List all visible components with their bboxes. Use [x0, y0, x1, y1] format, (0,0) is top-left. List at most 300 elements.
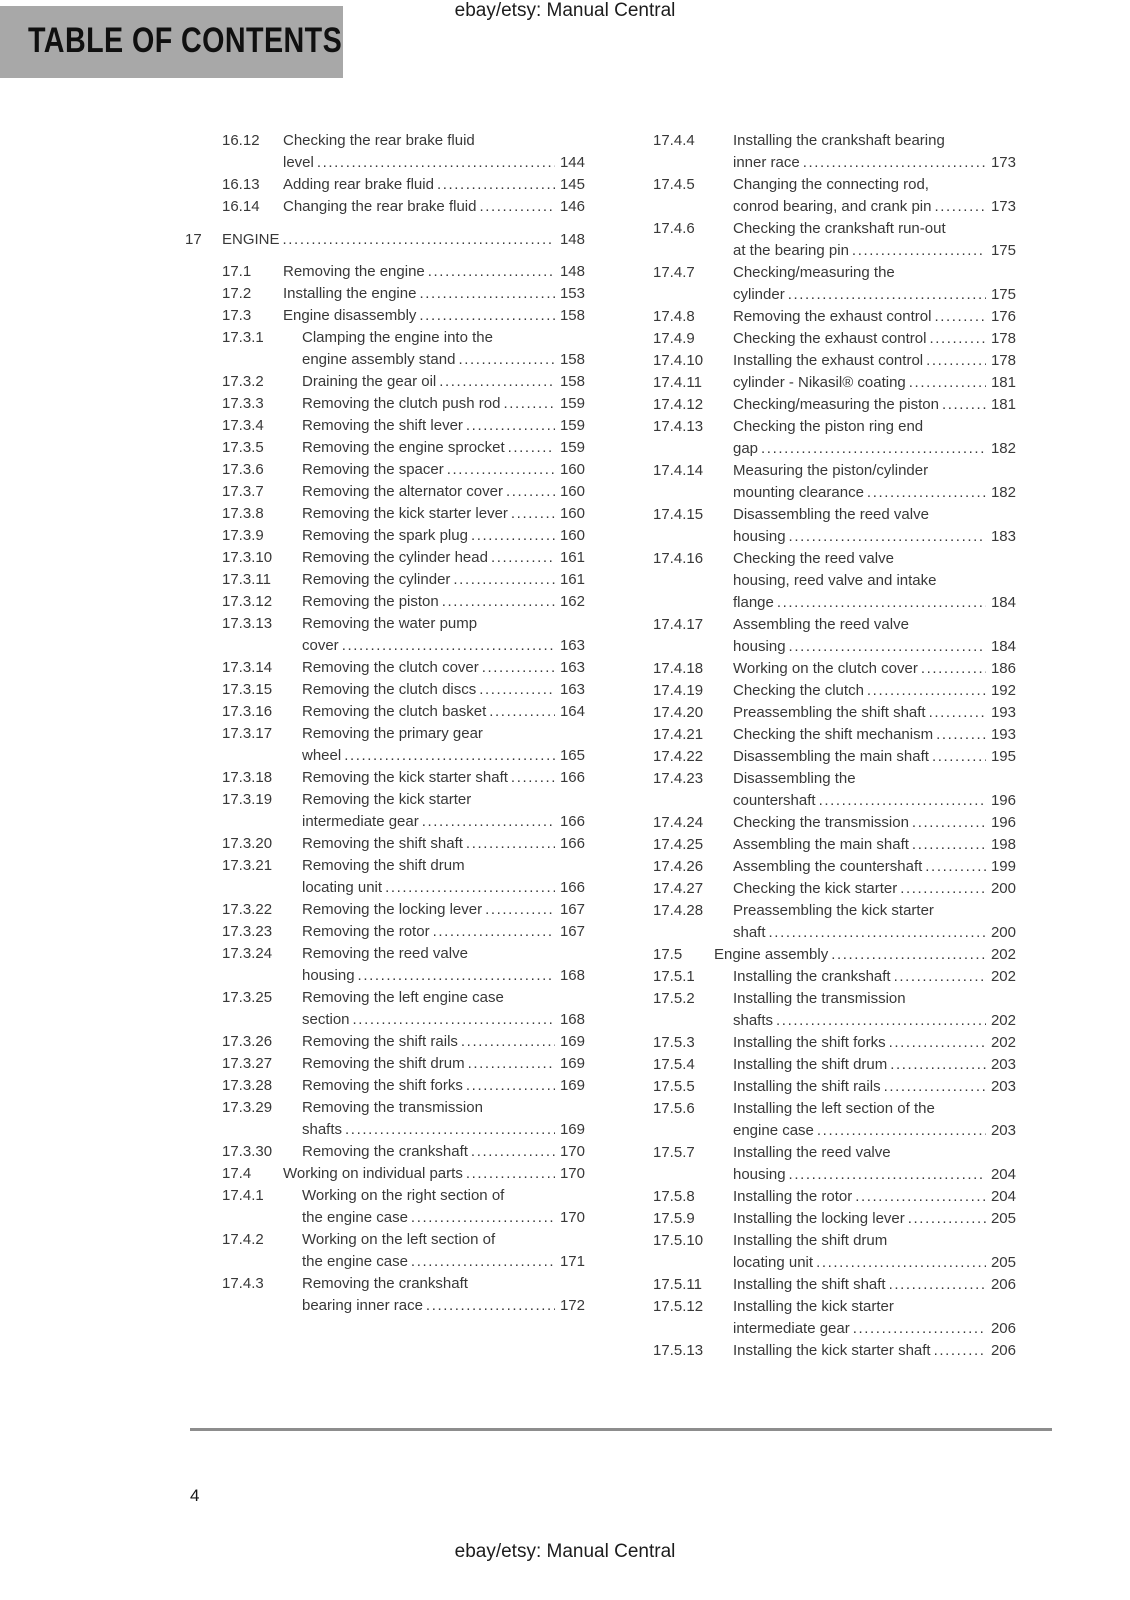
entry-page-number: 205 [990, 1210, 1016, 1227]
dot-leader [314, 152, 555, 174]
dot-leader [416, 283, 555, 305]
entry-number: 17.5.10 [653, 1232, 704, 1249]
entry-title-line: section [302, 1011, 350, 1028]
entry-title-line: Draining the gear oil [302, 373, 437, 390]
entry-page-number: 148 [559, 231, 585, 248]
entry-title-line: inner race [733, 154, 800, 171]
entry-title-line: Removing the clutch push rod [302, 395, 501, 412]
entry-number: 17.4.13 [653, 418, 704, 435]
entry-title-line: Installing the reed valve [733, 1144, 891, 1161]
toc-entry [185, 371, 585, 393]
toc-entry [185, 855, 585, 899]
dot-leader [909, 834, 986, 856]
dot-leader [931, 196, 986, 218]
dot-leader [416, 305, 555, 327]
entry-number: 17.4.9 [653, 330, 695, 347]
dot-leader [785, 284, 986, 306]
entry-title-line: Working on individual parts [283, 1165, 463, 1182]
entry-title-line: shaft [733, 924, 766, 941]
entry-number: 17.3.7 [222, 483, 264, 500]
entry-number: 17.5.13 [653, 1342, 704, 1359]
entry-title-line: housing [733, 638, 786, 655]
dot-leader [468, 1141, 555, 1163]
entry-number: 17.3.4 [222, 417, 264, 434]
entry-title-line: bearing inner race [302, 1297, 423, 1314]
entry-title-line: Removing the crankshaft [302, 1275, 468, 1292]
entry-page-number: 182 [990, 484, 1016, 501]
entry-number: 17.4.25 [653, 836, 704, 853]
entry-title-line: Removing the shift drum [302, 1055, 465, 1072]
toc-entry [653, 1208, 1016, 1230]
toc-entry [653, 1230, 1016, 1274]
entry-number: 17.4.2 [222, 1231, 264, 1248]
entry-number: 17.3.8 [222, 505, 264, 522]
entry-title-line: Adding rear brake fluid [283, 176, 434, 193]
toc-entry [653, 394, 1016, 416]
entry-title-line: Checking the kick starter [733, 880, 898, 897]
toc-entry [185, 305, 585, 327]
toc-entry [653, 1076, 1016, 1098]
entry-title-line: shafts [302, 1121, 343, 1138]
entry-number: 17.4.18 [653, 660, 704, 677]
toc-entry [185, 679, 585, 701]
dot-leader [476, 196, 555, 218]
dot-leader [774, 592, 986, 614]
toc-entry [653, 680, 1016, 702]
entry-number: 17.4.28 [653, 902, 704, 919]
entry-number: 17.3.14 [222, 659, 273, 676]
entry-number: 17.3.21 [222, 857, 273, 874]
entry-title-line: Removing the shift forks [302, 1077, 463, 1094]
entry-title-line: cylinder [733, 286, 785, 303]
toc-title-box [0, 6, 343, 78]
page-number: 4 [190, 1486, 200, 1505]
dot-leader [909, 812, 986, 834]
dot-leader [864, 482, 986, 504]
entry-title-line: cover [302, 637, 339, 654]
toc-entry [653, 130, 1016, 174]
toc-entry [185, 1031, 585, 1053]
dot-leader [434, 174, 555, 196]
entry-title-line: Installing the shift drum [733, 1056, 888, 1073]
entry-number: 17.3.26 [222, 1033, 273, 1050]
entry-title-line: housing [302, 967, 355, 984]
dot-leader [486, 701, 555, 723]
entry-number: 17.5.1 [653, 968, 695, 985]
entry-number: 17.4.21 [653, 726, 704, 743]
dot-leader [931, 1340, 986, 1362]
entry-title-line: Removing the shift rails [302, 1033, 458, 1050]
entry-number: 17.5.2 [653, 990, 695, 1007]
entry-title-line: Working on the right section of [302, 1187, 505, 1204]
entry-title-line: Removing the reed valve [302, 945, 468, 962]
entry-number: 17.4.26 [653, 858, 704, 875]
entry-page-number: 159 [559, 439, 585, 456]
entry-page-number: 184 [990, 594, 1016, 611]
toc-entry [185, 943, 585, 987]
entry-title-line: Removing the spacer [302, 461, 444, 478]
dot-leader [926, 702, 986, 724]
dot-leader [813, 1252, 986, 1274]
entry-number: 17.4.5 [653, 176, 695, 193]
entry-page-number: 167 [559, 923, 585, 940]
entry-number: 17.3.1 [222, 329, 264, 346]
entry-page-number: 205 [990, 1254, 1016, 1271]
entry-page-number: 204 [990, 1188, 1016, 1205]
entry-page-number: 161 [559, 549, 585, 566]
dot-leader [887, 1054, 986, 1076]
dot-leader [488, 547, 555, 569]
entry-number: 17.3.24 [222, 945, 273, 962]
entry-number: 17.4.19 [653, 682, 704, 699]
dot-leader [929, 746, 986, 768]
entry-page-number: 202 [990, 968, 1016, 985]
dot-leader [423, 1295, 555, 1317]
entry-title-line: Removing the locking lever [302, 901, 483, 918]
dot-leader [891, 966, 986, 988]
entry-page-number: 168 [559, 1011, 585, 1028]
toc-entry [185, 393, 585, 415]
entry-title-line: countershaft [733, 792, 816, 809]
entry-page-number: 163 [559, 637, 585, 654]
entry-title-line: wheel [302, 747, 342, 764]
entry-title-line: Working on the clutch cover [733, 660, 918, 677]
entry-page-number: 169 [559, 1033, 585, 1050]
entry-title-line: Installing the kick starter [733, 1298, 894, 1315]
toc-entry [653, 1142, 1016, 1186]
entry-number: 17.4.17 [653, 616, 704, 633]
dot-leader [482, 899, 555, 921]
entry-page-number: 181 [990, 374, 1016, 391]
entry-number: 17.4.10 [653, 352, 704, 369]
dot-leader [922, 856, 986, 878]
toc-entry [653, 328, 1016, 350]
entry-title-line: Preassembling the kick starter [733, 902, 934, 919]
entry-page-number: 144 [559, 154, 585, 171]
entry-page-number: 160 [559, 505, 585, 522]
entry-page-number: 183 [990, 528, 1016, 545]
entry-title-line: Checking the transmission [733, 814, 909, 831]
entry-title-line: flange [733, 594, 774, 611]
entry-page-number: 159 [559, 395, 585, 412]
dot-leader [786, 636, 986, 658]
entry-page-number: 162 [559, 593, 585, 610]
entry-page-number: 193 [990, 726, 1016, 743]
entry-title-line: Checking the crankshaft run-out [733, 220, 946, 237]
entry-title-line: Assembling the reed valve [733, 616, 909, 633]
toc-entry [653, 1296, 1016, 1340]
toc-columns [185, 130, 1016, 1362]
footer-divider [190, 1428, 1052, 1431]
toc-entry [653, 1340, 1016, 1362]
entry-page-number: 178 [990, 330, 1016, 347]
entry-number: 16.14 [222, 198, 260, 215]
toc-entry [653, 988, 1016, 1032]
entry-title-line: Removing the shift lever [302, 417, 463, 434]
dot-leader [408, 1207, 555, 1229]
toc-entry [185, 1163, 585, 1185]
entry-page-number: 166 [559, 769, 585, 786]
entry-page-number: 206 [990, 1276, 1016, 1293]
entry-page-number: 184 [990, 638, 1016, 655]
dot-leader [814, 1120, 986, 1142]
entry-title-line: Removing the clutch basket [302, 703, 487, 720]
entry-title-line: Installing the left section of the [733, 1100, 935, 1117]
entry-title-line: Removing the piston [302, 593, 439, 610]
toc-entry [653, 746, 1016, 768]
entry-title-line: Installing the exhaust control [733, 352, 924, 369]
toc-column-right [653, 130, 1016, 1362]
entry-title-line: conrod bearing, and crank pin [733, 198, 932, 215]
dot-leader [923, 350, 986, 372]
entry-page-number: 163 [559, 659, 585, 676]
entry-page-number: 200 [990, 880, 1016, 897]
toc-entry [185, 196, 585, 218]
entry-title-line: locating unit [302, 879, 383, 896]
dot-leader [382, 877, 555, 899]
dot-leader [479, 657, 555, 679]
entry-title-line: level [283, 154, 314, 171]
dot-leader [933, 724, 986, 746]
toc-entry [185, 701, 585, 723]
entry-page-number: 168 [559, 967, 585, 984]
entry-page-number: 182 [990, 440, 1016, 457]
dot-leader [926, 328, 986, 350]
entry-number: 17.4.6 [653, 220, 695, 237]
entry-number: 17.4.27 [653, 880, 704, 897]
entry-page-number: 198 [990, 836, 1016, 853]
dot-leader [463, 1075, 555, 1097]
entry-title-line: housing [733, 1166, 786, 1183]
dot-leader [455, 349, 555, 371]
entry-title-line: Installing the locking lever [733, 1210, 905, 1227]
dot-leader [436, 371, 555, 393]
entry-page-number: 171 [559, 1253, 585, 1270]
toc-entry [185, 261, 585, 283]
dot-leader [280, 229, 555, 251]
dot-leader [766, 922, 986, 944]
entry-page-number: 169 [559, 1121, 585, 1138]
entry-page-number: 204 [990, 1166, 1016, 1183]
entry-title-line: Installing the shift drum [733, 1232, 888, 1249]
entry-page-number: 176 [990, 308, 1016, 325]
entry-number: 17.5.7 [653, 1144, 695, 1161]
dot-leader [886, 1032, 986, 1054]
entry-title-line: Assembling the countershaft [733, 858, 923, 875]
entry-title-line: intermediate gear [733, 1320, 850, 1337]
toc-entry [653, 966, 1016, 988]
entry-number: 17 [185, 231, 202, 248]
toc-entry [653, 614, 1016, 658]
dot-leader [342, 1119, 555, 1141]
entry-title-line: engine assembly stand [302, 351, 456, 368]
entry-number: 17.5.8 [653, 1188, 695, 1205]
entry-number: 17.3.2 [222, 373, 264, 390]
entry-title-line: housing, reed valve and intake [733, 572, 937, 589]
dot-leader [508, 767, 555, 789]
entry-page-number: 161 [559, 571, 585, 588]
entry-page-number: 166 [559, 879, 585, 896]
entry-title-line: Removing the exhaust control [733, 308, 932, 325]
entry-page-number: 158 [559, 351, 585, 368]
entry-number: 17.5.11 [653, 1276, 702, 1293]
toc-entry [185, 503, 585, 525]
dot-leader [881, 1076, 986, 1098]
entry-title-line: engine case [733, 1122, 814, 1139]
entry-page-number: 196 [990, 792, 1016, 809]
toc-entry [185, 547, 585, 569]
toc-entry [185, 767, 585, 789]
entry-page-number: 148 [559, 263, 585, 280]
toc-entry [653, 174, 1016, 218]
dot-leader [444, 459, 555, 481]
entry-title-line: Installing the rotor [733, 1188, 853, 1205]
entry-title-line: Removing the kick starter shaft [302, 769, 508, 786]
entry-title-line: Installing the engine [283, 285, 417, 302]
entry-page-number: 186 [990, 660, 1016, 677]
entry-title-line: Disassembling the main shaft [733, 748, 929, 765]
toc-entry [653, 856, 1016, 878]
entry-number: 17.4.14 [653, 462, 704, 479]
entry-page-number: 206 [990, 1320, 1016, 1337]
entry-page-number: 175 [990, 242, 1016, 259]
toc-entry [185, 437, 585, 459]
toc-entry [185, 481, 585, 503]
toc-entry [185, 1075, 585, 1097]
dot-leader [828, 944, 986, 966]
toc-entry [653, 416, 1016, 460]
entry-title-line: mounting clearance [733, 484, 864, 501]
entry-number: 17.3.19 [222, 791, 273, 808]
dot-leader [773, 1010, 986, 1032]
entry-title-line: Installing the crankshaft bearing [733, 132, 945, 149]
entry-title-line: Preassembling the shift shaft [733, 704, 926, 721]
dot-leader [463, 833, 555, 855]
entry-title-line: Installing the crankshaft [733, 968, 891, 985]
entry-title-line: Changing the connecting rod, [733, 176, 929, 193]
entry-page-number: 166 [559, 813, 585, 830]
dot-leader [758, 438, 986, 460]
toc-entry [185, 327, 585, 371]
entry-page-number: 200 [990, 924, 1016, 941]
entry-title-line: Removing the shift shaft [302, 835, 463, 852]
entry-number: 17.3.30 [222, 1143, 273, 1160]
entry-title-line: housing [733, 528, 786, 545]
entry-title-line: Removing the engine sprocket [302, 439, 505, 456]
entry-number: 17.3.27 [222, 1055, 273, 1072]
entry-page-number: 160 [559, 483, 585, 500]
header-site-label: ebay/etsy: Manual Central [454, 0, 676, 21]
toc-entry [653, 1274, 1016, 1296]
toc-entry [185, 1229, 585, 1273]
entry-number: 17.3.29 [222, 1099, 273, 1116]
dot-leader [425, 261, 555, 283]
entry-number: 17.3.15 [222, 681, 273, 698]
entry-title-line: the engine case [302, 1253, 408, 1270]
toc-entry [653, 812, 1016, 834]
entry-number: 17.4.22 [653, 748, 704, 765]
entry-number: 17.4.8 [653, 308, 695, 325]
entry-page-number: 203 [990, 1122, 1016, 1139]
toc-entry [653, 218, 1016, 262]
dot-leader [864, 680, 986, 702]
dot-leader [786, 526, 986, 548]
entry-number: 17.5.6 [653, 1100, 695, 1117]
entry-title-line: Removing the left engine case [302, 989, 504, 1006]
entry-number: 17.4.4 [653, 132, 695, 149]
entry-page-number: 170 [559, 1143, 585, 1160]
dot-leader [800, 152, 986, 174]
dot-leader [468, 525, 555, 547]
entry-title-line: Removing the water pump [302, 615, 478, 632]
entry-page-number: 163 [559, 681, 585, 698]
toc-entry [653, 460, 1016, 504]
toc-entry [653, 944, 1016, 966]
entry-page-number: 192 [990, 682, 1016, 699]
toc-entry [185, 591, 585, 613]
entry-page-number: 203 [990, 1056, 1016, 1073]
toc-column-left [185, 130, 585, 1362]
entry-title-line: Checking the rear brake fluid [283, 132, 475, 149]
entry-number: 17.5.3 [653, 1034, 695, 1051]
entry-title-line: intermediate gear [302, 813, 419, 830]
entry-title-line: cylinder - Nikasil® coating [733, 374, 906, 391]
toc-entry [653, 504, 1016, 548]
entry-number: 17.4.7 [653, 264, 695, 281]
dot-leader [339, 635, 555, 657]
entry-title-line: gap [733, 440, 759, 457]
entry-title-line: Checking/measuring the [733, 264, 895, 281]
entry-title-line: the engine case [302, 1209, 408, 1226]
entry-page-number: 158 [559, 373, 585, 390]
dot-leader [786, 1164, 986, 1186]
dot-leader [355, 965, 555, 987]
toc-entry [185, 1273, 585, 1317]
entry-page-number: 165 [559, 747, 585, 764]
entry-number: 17.3.12 [222, 593, 273, 610]
entry-page-number: 160 [559, 527, 585, 544]
entry-title-line: Installing the shift shaft [733, 1276, 886, 1293]
toc-entry [653, 262, 1016, 306]
entry-title-line: Working on the left section of [302, 1231, 496, 1248]
toc-entry [653, 834, 1016, 856]
entry-number: 16.13 [222, 176, 260, 193]
dot-leader [505, 437, 555, 459]
toc-entry [185, 613, 585, 657]
entry-number: 17.3.25 [222, 989, 273, 1006]
dot-leader [463, 415, 555, 437]
page-title: TABLE OF CONTENTS [28, 21, 343, 61]
dot-leader [350, 1009, 555, 1031]
entry-title-line: Assembling the main shaft [733, 836, 909, 853]
toc-entry [185, 723, 585, 767]
entry-title-line: Removing the clutch discs [302, 681, 477, 698]
dot-leader [503, 481, 555, 503]
toc-entry [653, 1054, 1016, 1076]
toc-entry [653, 724, 1016, 746]
entry-number: 17.3.10 [222, 549, 273, 566]
entry-title-line: Installing the transmission [733, 990, 906, 1007]
entry-number: 17.3.5 [222, 439, 264, 456]
entry-title-line: Installing the kick starter shaft [733, 1342, 931, 1359]
toc-entry [185, 174, 585, 196]
dot-leader [886, 1274, 986, 1296]
toc-entry [185, 987, 585, 1031]
entry-page-number: 159 [559, 417, 585, 434]
toc-entry [653, 878, 1016, 900]
dot-leader [341, 745, 555, 767]
entry-title-line: Checking the reed valve [733, 550, 894, 567]
